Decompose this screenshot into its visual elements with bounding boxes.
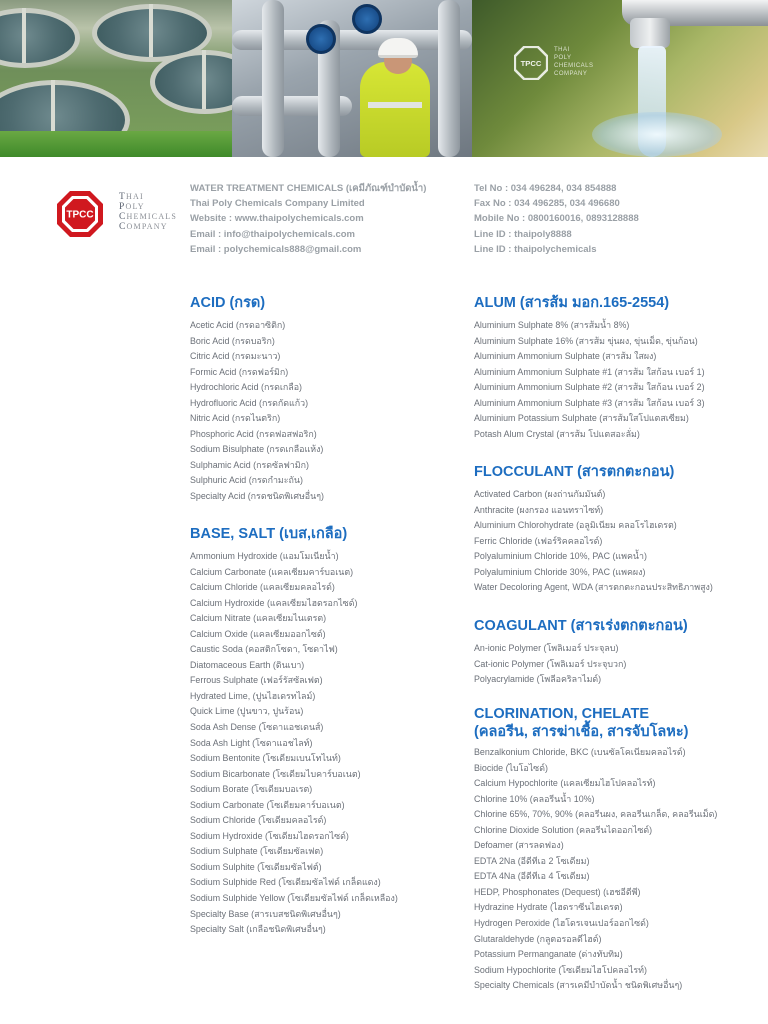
chemical-item: Specialty Salt (เกลือชนิดพิเศษอื่นๆ)	[190, 924, 326, 935]
chemical-item: Aluminium Ammonium Sulphate #2 (สารส้ม ใสก้อน เบอร์ 2)	[474, 382, 705, 393]
tpcc-logo	[56, 190, 104, 238]
chemical-item: Aluminium Potassium Sulphate (สารส้มใสโปแตสเซียม)	[474, 413, 689, 424]
svg-text:TPCC: TPCC	[66, 209, 94, 221]
alum-section	[474, 294, 705, 442]
chemical-item: Sodium Chloride (โซเดียมคลอไรด์)	[190, 815, 327, 826]
section-heading: ALUM (สารส้ม มอก.165-2554)	[474, 295, 670, 311]
email-link[interactable]: Email : info@thaipolychemicals.com	[190, 228, 355, 240]
chemical-item: Sodium Bentonite (โซเดียมเบนโทไนท์)	[190, 753, 341, 764]
chemical-item: Polyaluminium Chloride 30%, PAC (แพคผง)	[474, 566, 646, 577]
section-heading: ACID (กรด)	[190, 295, 266, 311]
chemical-item: EDTA 4Na (อีดีทีเอ 4 โซเดียม)	[474, 871, 590, 882]
chemical-item: Specialty Base (สารเบสชนิดพิเศษอื่นๆ)	[190, 908, 341, 919]
chemical-item: Sodium Bicarbonate (โซเดียมไบคาร์บอเนต)	[190, 768, 361, 779]
chemical-item: Sodium Bisulphate (กรดเกลือแห้ง)	[190, 444, 324, 455]
chemical-item: Aluminium Ammonium Sulphate (สารส้ม ใสผง)	[474, 351, 657, 362]
chemical-item: Chlorine 10% (คลอรีนน้ำ 10%)	[474, 793, 595, 804]
engineer-pipes-photo	[232, 0, 472, 157]
chemical-item: Calcium Chloride (แคลเซียมคลอไรด์)	[190, 582, 335, 593]
fax-number: Fax No : 034 496285, 034 496680	[474, 198, 620, 210]
chemical-item: Polyacrylamide (โพลีอคริลาไมด์)	[474, 674, 602, 685]
coagulant-section	[474, 617, 688, 688]
section-heading: BASE, SALT (เบส,เกลือ)	[190, 526, 348, 542]
line-id: Line ID : thaipoly8888	[474, 228, 572, 240]
chemical-item: Polyaluminium Chloride 10%, PAC (แพคน้ำ)	[474, 551, 647, 562]
banner-logo-text: THAI POLY CHEMICALS COMPANY	[554, 47, 594, 77]
chemical-item: Sodium Sulphide Yellow (โซเดียมซัลไฟด์ เกล็ดเหลือง)	[190, 893, 398, 904]
chemical-item: Aluminium Sulphate 8% (สารส้มน้ำ 8%)	[474, 320, 630, 330]
chemical-item: Citric Acid (กรดมะนาว)	[190, 351, 281, 362]
section-heading: FLOCCULANT (สารตกตะกอน)	[474, 464, 675, 480]
chemical-item: Sulphamic Acid (กรดซัลฟามิก)	[190, 459, 309, 470]
chemical-item: Specialty Acid (กรดชนิดพิเศษอื่นๆ)	[190, 491, 324, 502]
chemical-item: Ammonium Hydroxide (แอมโมเนียน้ำ)	[190, 551, 339, 561]
chemical-item: Sodium Sulphate (โซเดียมซัลเฟต)	[190, 846, 324, 857]
chemical-item: Water Decoloring Agent, WDA (สารตกตะกอนประสิทธิภาพสูง)	[474, 582, 713, 593]
contact-info-right	[474, 181, 754, 257]
acid-section	[190, 294, 324, 505]
contact-info-left	[190, 181, 470, 257]
chemical-item: Defoamer (สารลดฟอง)	[474, 840, 564, 851]
chemical-item: Hydrogen Peroxide (ไฮโดรเจนเปอร์ออกไซด์)	[474, 918, 649, 929]
chemical-item: Specialty Chemicals (สารเคมีบำบัดน้ำ ชนิดพิเศษอื่นๆ)	[474, 980, 683, 991]
chemical-item: Aluminium Ammonium Sulphate #3 (สารส้ม ใสก้อน เบอร์ 3)	[474, 397, 705, 408]
chemical-item: Aluminium Ammonium Sulphate #1 (สารส้ม ใสก้อน เบอร์ 1)	[474, 366, 705, 377]
chemical-item: Quick Lime (ปูนขาว, ปูนร้อน)	[190, 706, 304, 717]
chemical-item: Hydrated Lime, (ปูนไฮเดรทไลม์)	[190, 690, 316, 701]
banner	[0, 0, 768, 157]
chemical-item: Nitric Acid (กรดไนตริก)	[190, 413, 281, 424]
chemical-item: Aluminium Sulphate 16% (สารส้ม ขุ่นผง, ขุ่นเม็ด, ขุ่นก้อน)	[474, 335, 698, 346]
chemical-item: Potash Alum Crystal (สารส้ม โปแตสอะลั่ม)	[474, 428, 640, 439]
chemical-item: Boric Acid (กรดบอริก)	[190, 335, 275, 346]
section-heading: COAGULANT (สารเร่งตกตะกอน)	[474, 618, 688, 634]
chemical-item: Hydrochloric Acid (กรดเกลือ)	[190, 382, 303, 393]
chemical-item: Chlorine 65%, 70%, 90% (คลอรีนผง, คลอรีนเกล็ด, คลอรีนเม็ด)	[474, 809, 718, 820]
chemical-list	[190, 318, 324, 505]
email-link[interactable]: Email : polychemicals888@gmail.com	[190, 243, 362, 255]
treatment-tanks-photo	[0, 0, 232, 157]
base-salt-section	[190, 525, 398, 938]
chemical-item: Sodium Carbonate (โซเดียมคาร์บอเนต)	[190, 799, 345, 810]
tel-number: Tel No : 034 496284, 034 854888	[474, 183, 617, 194]
chemical-item: Activated Carbon (ผงถ่านกัมมันต์)	[474, 489, 606, 499]
line-id: Line ID : thaipolychemicals	[474, 243, 597, 255]
chemical-list	[474, 641, 688, 688]
chemical-item: An-ionic Polymer (โพลิเมอร์ ประจุลบ)	[474, 643, 619, 653]
chemical-item: Sodium Borate (โซเดียมบอเรต)	[190, 784, 313, 795]
chemical-item: Sodium Sulphite (โซเดียมซัลไฟต์)	[190, 861, 322, 872]
website-link[interactable]: Website : www.thaipolychemicals.com	[190, 213, 364, 225]
company-wordmark: THAI POLY CHEMICALS COMPANY	[119, 192, 178, 232]
chemical-list	[474, 745, 717, 994]
chemical-item: Sodium Hypochlorite (โซเดียมไฮโปคลอไรท์)	[474, 964, 647, 975]
chemical-item: HEDP, Phosphonates (Dequest) (เฮชอีดีพี)	[474, 886, 641, 897]
chemical-item: EDTA 2Na (อีดีทีเอ 2 โซเดียม)	[474, 855, 590, 866]
chemical-item: Sodium Sulphide Red (โซเดียมซัลไฟด์ เกล็ดแดง)	[190, 877, 381, 888]
chemical-item: Biocide (ไบโอไซด์)	[474, 762, 548, 773]
chemical-item: Sulphuric Acid (กรดกำมะถัน)	[190, 475, 303, 486]
chemical-item: Diatomaceous Earth (ดินเบา)	[190, 659, 305, 670]
doc-title: WATER TREATMENT CHEMICALS (เคมีภัณฑ์บำบัดน้ำ)	[190, 183, 427, 194]
chemical-item: Phosphoric Acid (กรดฟอสฟอริก)	[190, 428, 317, 439]
chemical-item: Ferric Chloride (เฟอร์ริคคลอไรด์)	[474, 535, 603, 546]
chemical-item: Chlorine Dioxide Solution (คลอรีนไดออกไซด์)	[474, 824, 653, 835]
chemical-item: Potassium Permanganate (ด่างทับทิม)	[474, 949, 623, 960]
chemical-item: Hydrofluoric Acid (กรดกัดแก้ว)	[190, 397, 309, 408]
mobile-number: Mobile No : 0800160016, 0893128888	[474, 213, 639, 225]
chemical-item: Caustic Soda (คอสติกโซดา, โซดาไฟ)	[190, 644, 338, 655]
chlorination-section	[474, 705, 717, 994]
chemical-item: Soda Ash Dense (โซดาแอชเดนส์)	[190, 722, 324, 733]
svg-text:TPCC: TPCC	[520, 58, 542, 68]
chemical-list	[474, 487, 713, 596]
chemical-item: Sodium Hydroxide (โซเดียมไฮดรอกไซด์)	[190, 830, 349, 841]
chemical-item: Benzalkonium Chloride, BKC (เบนซัลโคเนียมคลอไรด์)	[474, 747, 686, 757]
chemical-item: Soda Ash Light (โซดาแอชไลท์)	[190, 737, 313, 748]
chemical-item: Hydrazine Hydrate (ไฮดราซีนไฮเดรต)	[474, 902, 623, 913]
chemical-item: Acetic Acid (กรดอาซิติก)	[190, 320, 286, 330]
chemical-item: Calcium Hydroxide (แคลเซียมไฮดรอกไซด์)	[190, 597, 358, 608]
chemical-item: Glutaraldehyde (กลูตอรอลดีไฮด์)	[474, 933, 602, 944]
section-heading: CLORINATION, CHELATE (คลอรีน, สารฆ่าเชื้อ, สารจับโลหะ)	[474, 706, 689, 740]
chemical-item: Calcium Oxide (แคลเซียมออกไซด์)	[190, 628, 326, 639]
faucet-water-photo	[472, 0, 768, 157]
company-name: Thai Poly Chemicals Company Limited	[190, 198, 365, 210]
chemical-item: Cat-ionic Polymer (โพลิเมอร์ ประจุบวก)	[474, 658, 627, 669]
chemical-item: Anthracite (ผงกรอง แอนทราไซท์)	[474, 504, 604, 515]
banner-tpcc-logo	[514, 46, 548, 80]
chemical-item: Aluminium Chlorohydrate (อลูมิเนียม คลอโรไฮเดรต)	[474, 520, 677, 531]
chemical-item: Formic Acid (กรดฟอร์มิก)	[190, 366, 289, 377]
chemical-list	[190, 549, 398, 938]
chemical-item: Calcium Carbonate (แคลเซียมคาร์บอเนต)	[190, 566, 354, 577]
chemical-item: Ferrous Sulphate (เฟอร์รัสซัลเฟต)	[190, 675, 323, 686]
chemical-list	[474, 318, 705, 442]
chemical-item: Calcium Hypochlorite (แคลเซียมไฮโปคลอไรท์)	[474, 778, 656, 789]
chemical-item: Calcium Nitrate (แคลเซียมไนเตรต)	[190, 613, 327, 624]
flocculant-section	[474, 463, 713, 596]
